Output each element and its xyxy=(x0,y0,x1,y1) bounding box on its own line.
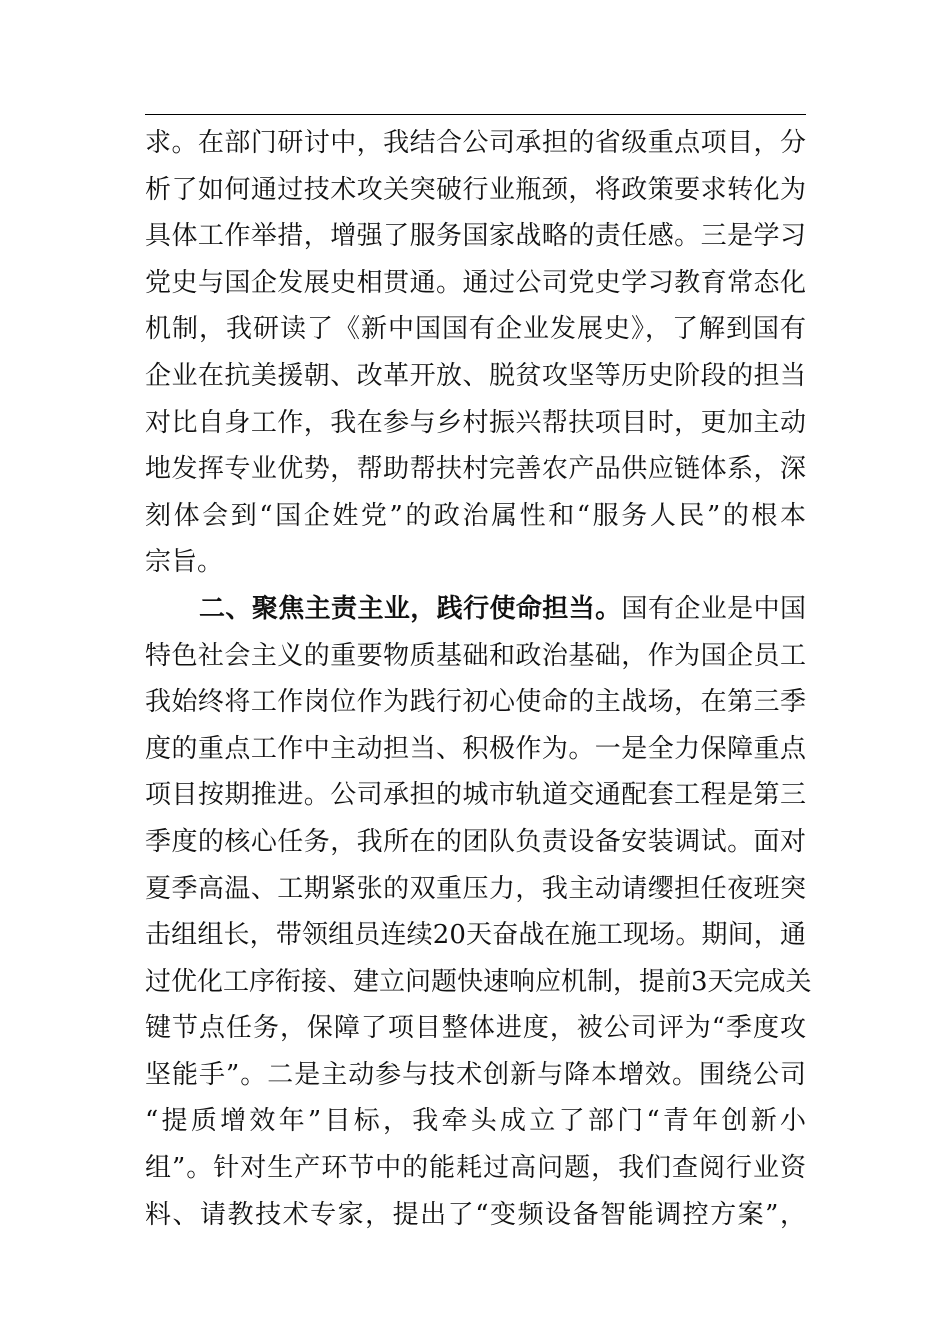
text-line: 夏季高温、工期紧张的双重压力，我主动请缨担任夜班突 xyxy=(145,873,806,904)
text-line: 季度的核心任务，我所在的团队负责设备安装调试。面对 xyxy=(145,826,806,857)
text-line: 击组组长，带领组员连续20天奋战在施工现场。期间，通 xyxy=(145,920,806,951)
text-line xyxy=(145,586,806,633)
section-heading: 二、聚焦主责主业，践行使命担当。 xyxy=(199,593,622,624)
text-line: 求。在部门研讨中，我结合公司承担的省级重点项目，分 xyxy=(145,128,806,158)
text-line: 机制，我研读了《新中国国有企业发展史》，了解到国有 xyxy=(145,314,806,345)
text-line: “提质增效年”目标，我牵头成立了部门“青年创新小 xyxy=(145,1106,806,1137)
text-line: 企业在抗美援朝、改革开放、脱贫攻坚等历史阶段的担当 xyxy=(145,360,806,391)
text-line: 度的重点工作中主动担当、积极作为。一是全力保障重点 xyxy=(145,733,806,764)
text-run: 国有企业是中国 xyxy=(621,593,806,624)
text-line: 特色社会主义的重要物质基础和政治基础，作为国企员工 xyxy=(145,640,806,671)
text-line: 对比自身工作，我在参与乡村振兴帮扶项目时，更加主动 xyxy=(145,407,806,438)
text-line: 我始终将工作岗位作为践行初心使命的主战场，在第三季 xyxy=(145,687,806,718)
header-rule xyxy=(145,114,806,115)
text-line: 坚能手”。二是主动参与技术创新与降本增效。围绕公司 xyxy=(145,1059,806,1090)
paragraph-2 xyxy=(145,586,812,1238)
text-line: 刻体会到“国企姓党”的政治属性和“服务人民”的根本 xyxy=(145,500,806,531)
text-line: 组”。针对生产环节中的能耗过高问题，我们查阅行业资 xyxy=(145,1153,806,1184)
text-line: 项目按期推进。公司承担的城市轨道交通配套工程是第三 xyxy=(145,780,806,811)
text-line: 党史与国企发展史相贯通。通过公司党史学习教育常态化 xyxy=(145,267,806,298)
document-body xyxy=(145,120,812,1238)
text-line: 析了如何通过技术攻关突破行业瓶颈，将政策要求转化为 xyxy=(145,174,806,205)
text-line: 具体工作举措，增强了服务国家战略的责任感。三是学习 xyxy=(145,221,806,252)
text-line: 键节点任务，保障了项目整体进度，被公司评为“季度攻 xyxy=(145,1013,806,1044)
text-line: 过优化工序衔接、建立问题快速响应机制，提前3天完成关 xyxy=(145,966,812,997)
text-line: 料、请教技术专家，提出了“变频设备智能调控方案”， xyxy=(145,1199,806,1230)
text-line: 宗旨。 xyxy=(145,547,224,578)
paragraph-1 xyxy=(145,120,806,586)
text-line: 地发挥专业优势，帮助帮扶村完善农产品供应链体系，深 xyxy=(145,454,806,485)
